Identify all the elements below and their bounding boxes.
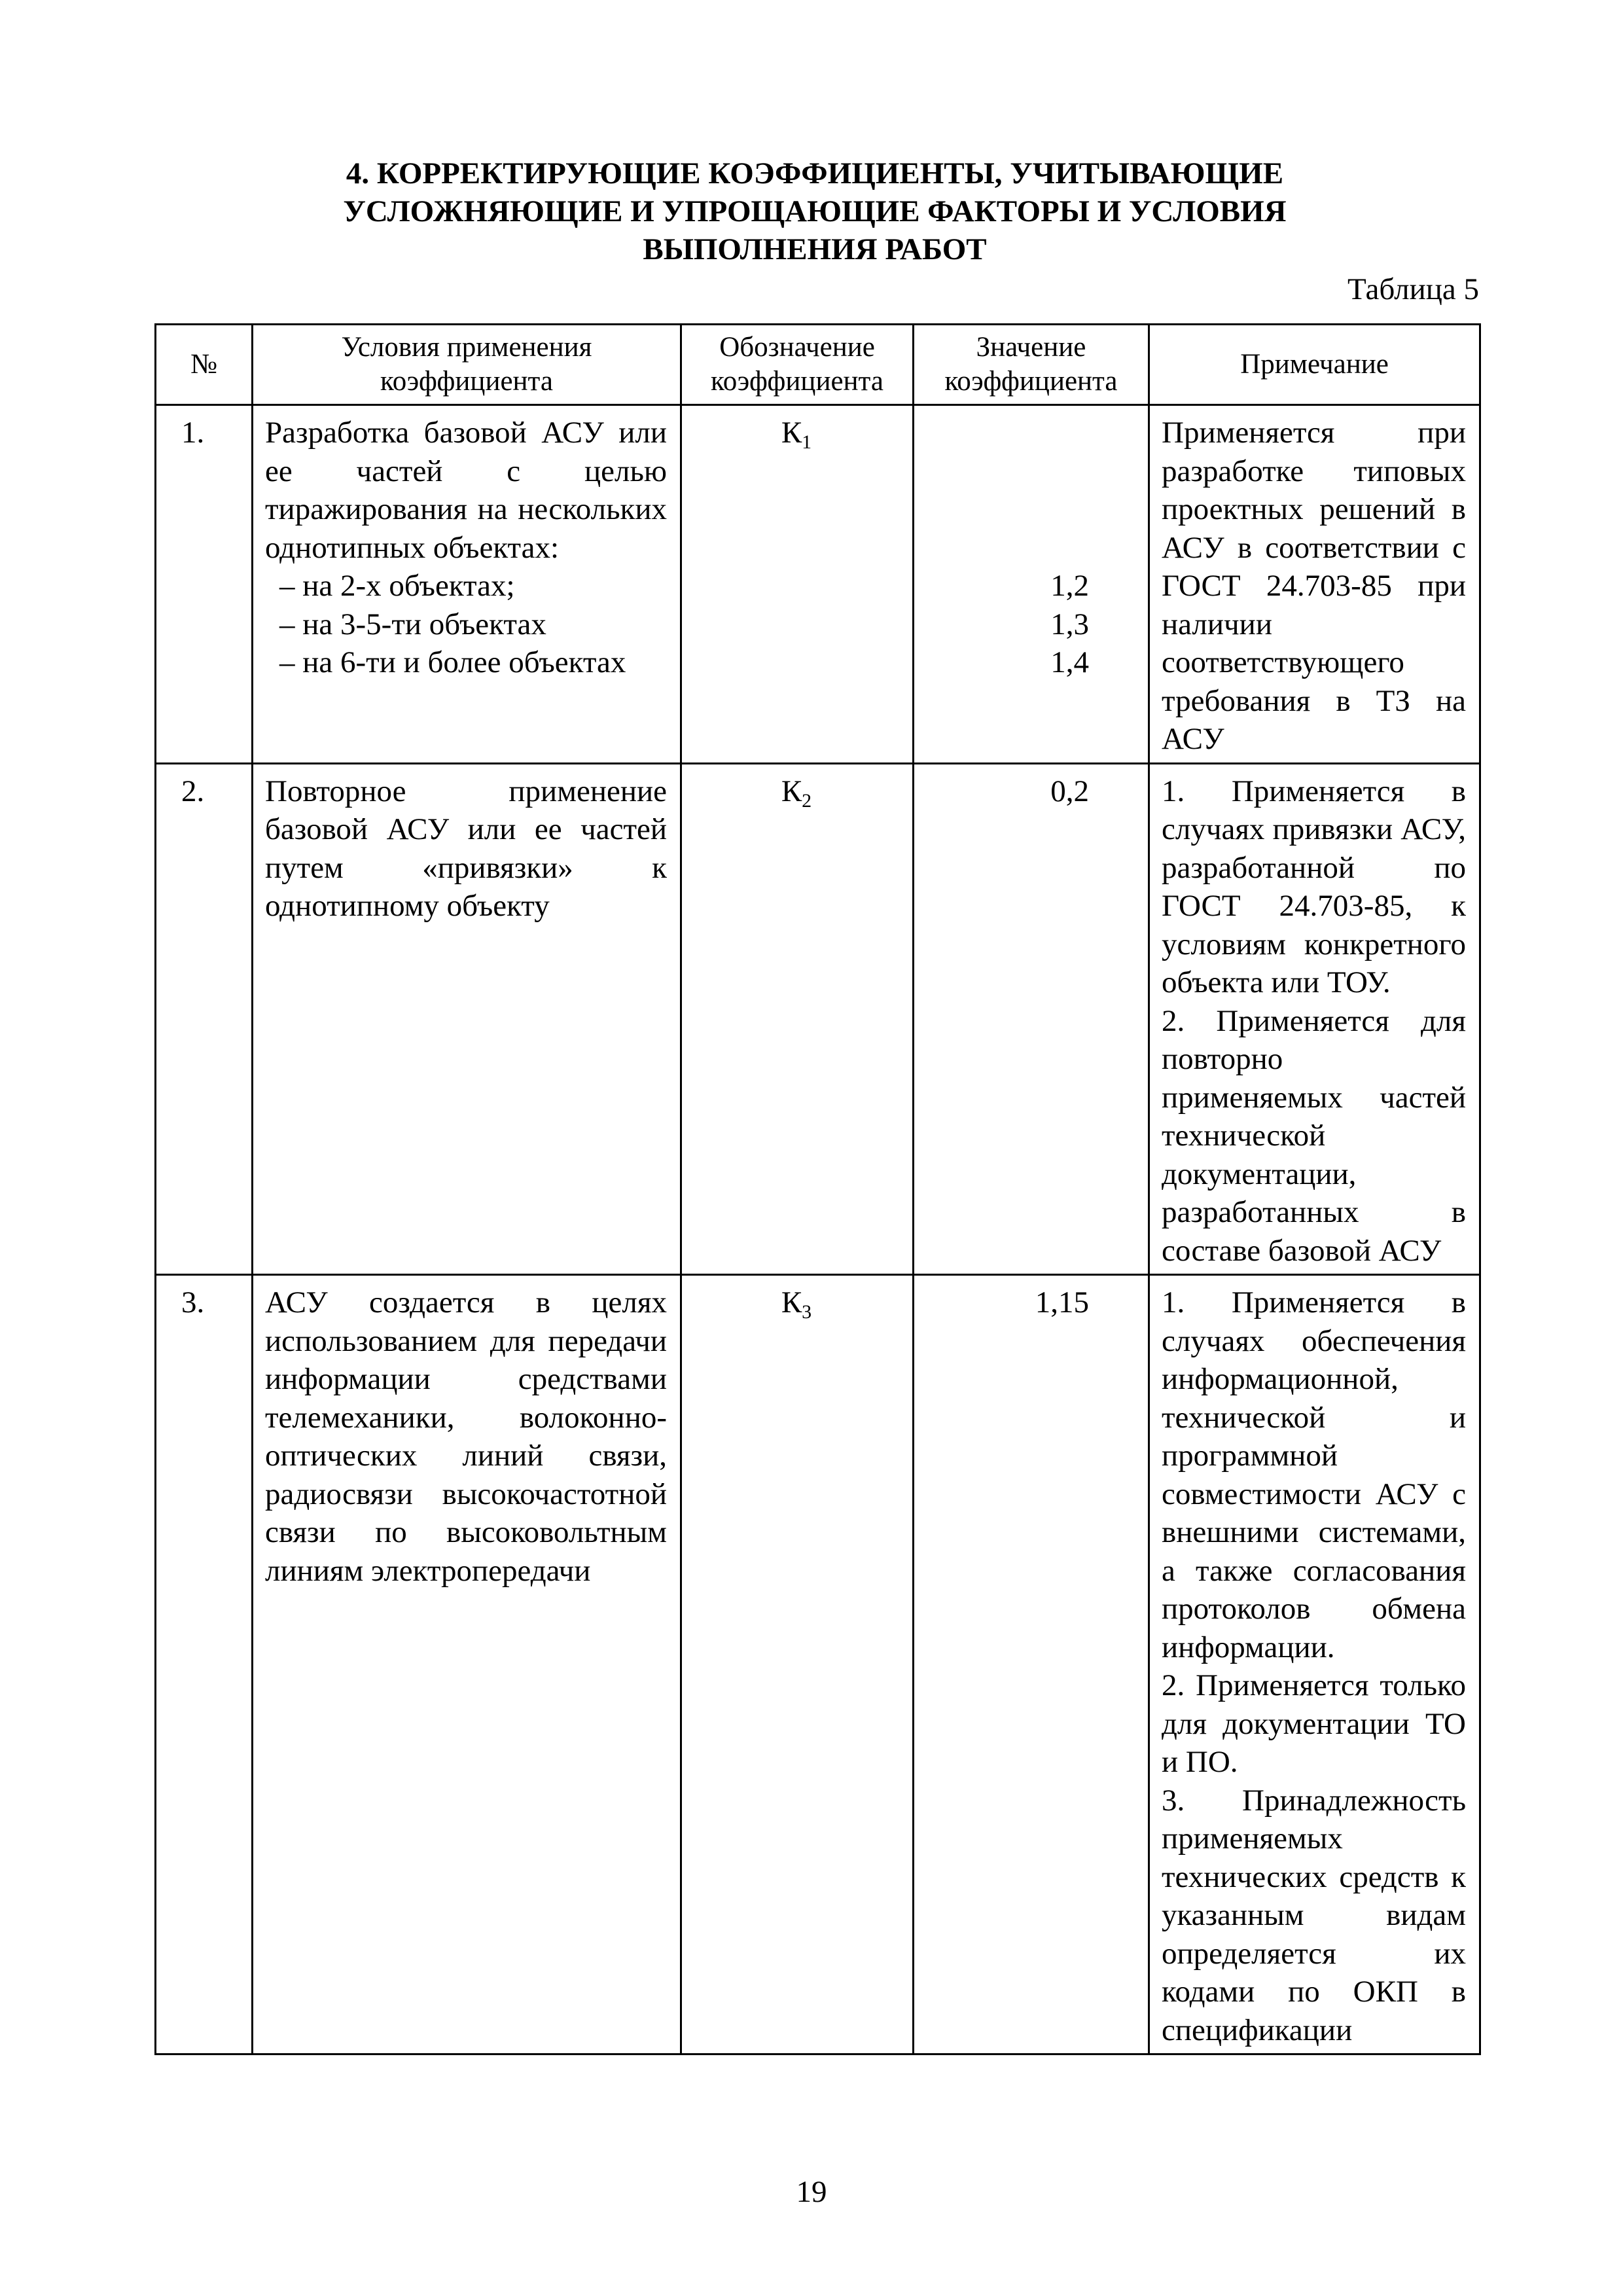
- row-value: 1,4: [1050, 645, 1089, 679]
- condition-item: – на 3-5-ти объектах: [279, 607, 546, 641]
- row-value-cell: [914, 405, 1149, 764]
- row-note: 1. Применяется в случаях привязки АСУ, разработанной по ГОСТ 24.703-85, к условиям конкретного объекта или ТОУ.: [1162, 774, 1466, 999]
- page-number: 19: [796, 2175, 827, 2209]
- row-note: 1. Применяется в случаях обеспечения информационной, технической и программной совместимости АСУ с внешними системами, а также согласования протоколов обмена информации.: [1162, 1285, 1466, 1664]
- row-note-cell: [1149, 1275, 1480, 2054]
- section-heading-line: 4. КОРРЕКТИРУЮЩИЕ КОЭФФИЦИЕНТЫ, УЧИТЫВАЮЩИЕ: [346, 156, 1284, 190]
- symbol-index: 3: [802, 1301, 812, 1323]
- row-value: 0,2: [1050, 774, 1089, 808]
- row-symbol: [682, 764, 912, 815]
- header-value-line: коэффициента: [944, 366, 1118, 397]
- section-heading: [151, 154, 1479, 268]
- row-symbol: [682, 406, 912, 456]
- symbol-base: К: [781, 416, 802, 450]
- row-condition-cell: [253, 1275, 681, 2054]
- row-value: 1,2: [1050, 569, 1089, 603]
- header-symbol-line: коэффициента: [711, 366, 883, 397]
- table-row: [156, 405, 1480, 764]
- row-note: Применяется при разработке типовых проектных решений в АСУ в соответствии с ГОСТ 24.703-85 при наличии соответствующего требования в ТЗ на АСУ: [1162, 416, 1466, 756]
- row-condition: Повторное применение базовой АСУ или ее частей путем «привязки» к однотипному объекту: [265, 774, 667, 923]
- header-num-text: №: [190, 349, 218, 380]
- row-symbol: [682, 1276, 912, 1326]
- row-value-cell: [914, 1275, 1149, 2054]
- row-condition: АСУ создается в целях использованием для передачи информации средствами телемеханики, волоконно-оптических линий связи, радиосвязи высокочастотной связи по высоковольтным линиям электропередачи: [265, 1285, 667, 1588]
- section-heading-line: УСЛОЖНЯЮЩИЕ И УПРОЩАЮЩИЕ ФАКТОРЫ И УСЛОВИЯ: [343, 194, 1287, 228]
- row-condition-cell: [253, 763, 681, 1275]
- header-value-line: Значение: [976, 332, 1086, 363]
- table-row: [156, 763, 1480, 1275]
- header-condition-line: коэффициента: [380, 366, 553, 397]
- row-num-cell: [156, 763, 253, 1275]
- header-condition: [253, 325, 681, 405]
- row-condition-cell: [253, 405, 681, 764]
- row-num-cell: [156, 1275, 253, 2054]
- row-note: 3. Принадлежность применяемых технических средств к указанным видам определяется их кодами по ОКП в спецификации: [1162, 1783, 1466, 2047]
- table-row: [156, 1275, 1480, 2054]
- row-symbol-cell: [681, 763, 914, 1275]
- coefficients-table: [154, 323, 1481, 2055]
- row-note: 2. Применяется только для документации ТО и ПО.: [1162, 1668, 1466, 1779]
- header-note-text: Примечание: [1240, 349, 1389, 380]
- symbol-base: К: [781, 774, 802, 808]
- row-condition: Разработка базовой АСУ или ее частей с целью тиражирования на нескольких однотипных объектах:: [265, 416, 667, 565]
- condition-item: – на 6-ти и более объектах: [279, 645, 626, 679]
- table-header-row: [156, 325, 1480, 405]
- condition-item: – на 2-х объектах;: [279, 569, 515, 603]
- row-value-cell: [914, 763, 1149, 1275]
- section-heading-line: ВЫПОЛНЕНИЯ РАБОТ: [643, 232, 987, 266]
- header-symbol: [681, 325, 914, 405]
- row-note: 2. Применяется для повторно применяемых частей технической документации, разработанных в составе базовой АСУ: [1162, 1003, 1466, 1268]
- header-value: [914, 325, 1149, 405]
- symbol-base: К: [781, 1285, 802, 1319]
- row-num: 1.: [181, 416, 205, 450]
- row-symbol-cell: [681, 1275, 914, 2054]
- table-label: Таблица 5: [1347, 272, 1479, 306]
- row-note-cell: [1149, 763, 1480, 1275]
- row-value: 1,15: [1035, 1285, 1089, 1319]
- row-num-cell: [156, 405, 253, 764]
- row-value: 1,3: [1050, 607, 1089, 641]
- row-num: 2.: [181, 774, 205, 808]
- symbol-index: 2: [802, 789, 812, 812]
- row-symbol-cell: [681, 405, 914, 764]
- symbol-index: 1: [802, 431, 812, 453]
- row-num: 3.: [181, 1285, 205, 1319]
- header-symbol-line: Обозначение: [719, 332, 875, 363]
- header-num: [156, 325, 253, 405]
- row-note-cell: [1149, 405, 1480, 764]
- header-note: [1149, 325, 1480, 405]
- header-condition-line: Условия применения: [341, 332, 592, 363]
